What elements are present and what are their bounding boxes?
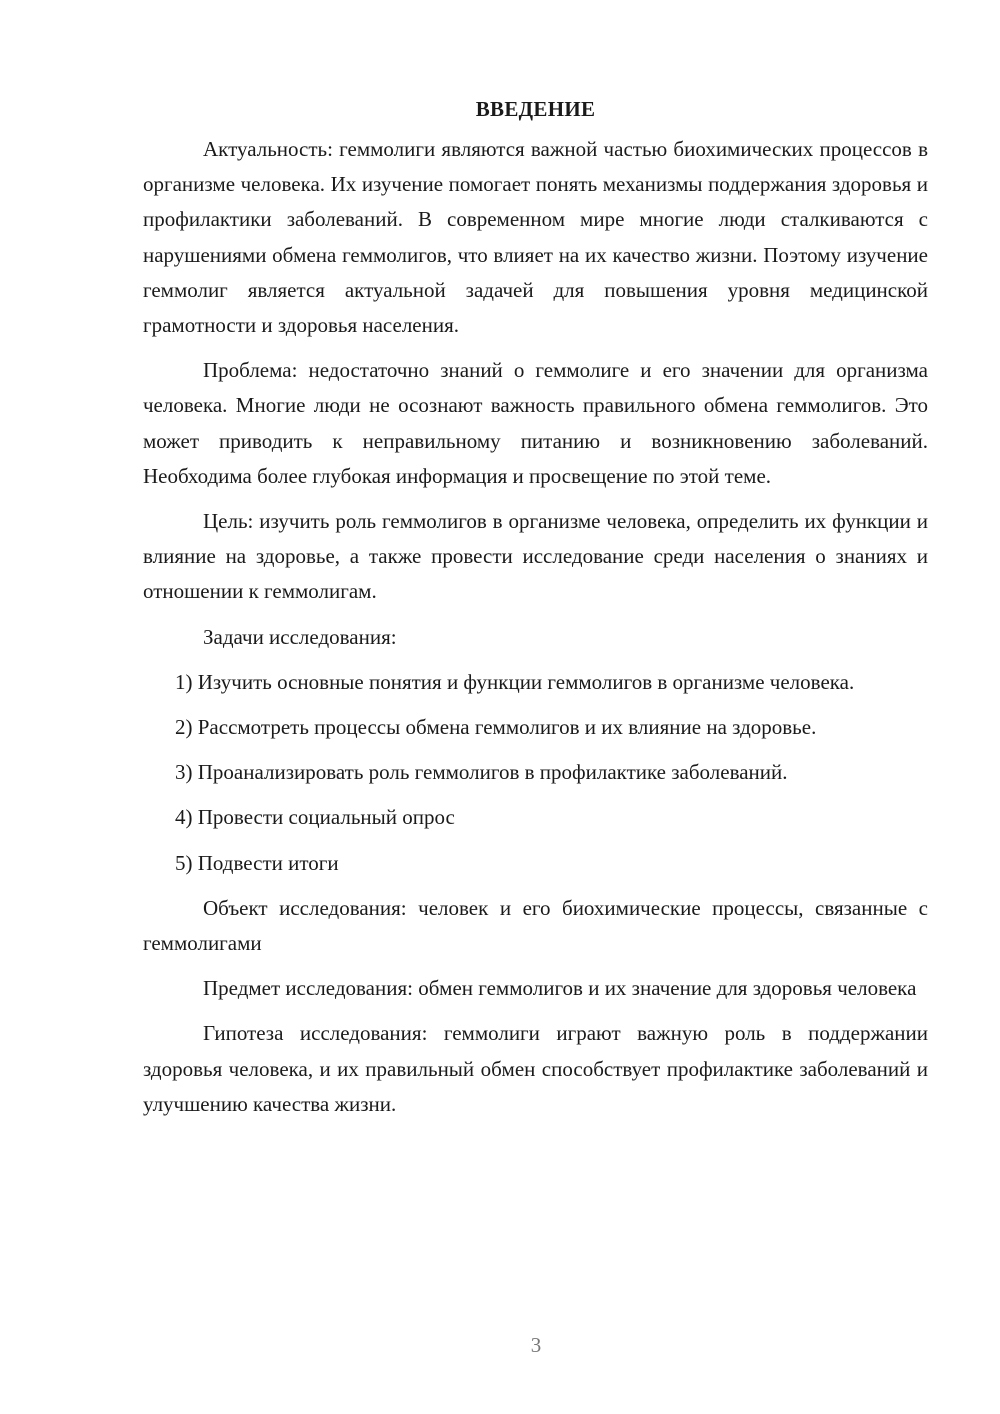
paragraph-relevance: Актуальность: геммолиги являются важной частью биохимических процессов в организме человека. Их изучение помогает понять механизмы поддержания здоровья и профилактики заболеваний. В современном мире многие люди сталкиваются с нарушениями обмена геммолигов, что влияет на их качество жизни. Поэтому изучение геммолиг является актуальной задачей для повышения уровня медицинской грамотности и здоровья населения. — [143, 137, 928, 338]
paragraph-object: Объект исследования: человек и его биохимические процессы, связанные с геммолигами — [143, 895, 928, 956]
task-item-5: 5) Подвести итоги — [175, 850, 339, 875]
page-number: 3 — [530, 1333, 542, 1357]
paragraph-subject: Предмет исследования: обмен геммолигов и их значение для здоровья человека — [203, 976, 917, 1001]
paragraph-problem: Проблема: недостаточно знаний о геммолиге и его значении для организма человека. Многие люди не осознают важность правильного обмена геммолигов. Это может приводить к неправильному питанию и возникновению заболеваний. Необходима более глубокая информация и просвещение по этой теме. — [143, 358, 928, 488]
paragraph-tasks-heading: Задачи исследования: — [203, 624, 397, 649]
paragraph-goal: Цель: изучить роль геммолигов в организме человека, определить их функции и влияние на здоровье, а также провести исследование среди населения о знаниях и отношении к геммолигам. — [143, 509, 928, 604]
task-item-4: 4) Провести социальный опрос — [175, 805, 455, 830]
task-item-3: 3) Проанализировать роль геммолигов в профилактике заболеваний. — [175, 760, 788, 785]
task-item-2: 2) Рассмотреть процессы обмена геммолигов и их влияние на здоровье. — [175, 715, 817, 740]
task-item-1: 1) Изучить основные понятия и функции геммолигов в организме человека. — [175, 669, 855, 694]
document-page — [143, 92, 928, 1122]
page-title: ВВЕДЕНИЕ — [475, 97, 596, 121]
paragraph-hypothesis: Гипотеза исследования: геммолиги играют важную роль в поддержании здоровья человека, и их правильный обмен способствует профилактике заболеваний и улучшению качества жизни. — [143, 1021, 928, 1116]
